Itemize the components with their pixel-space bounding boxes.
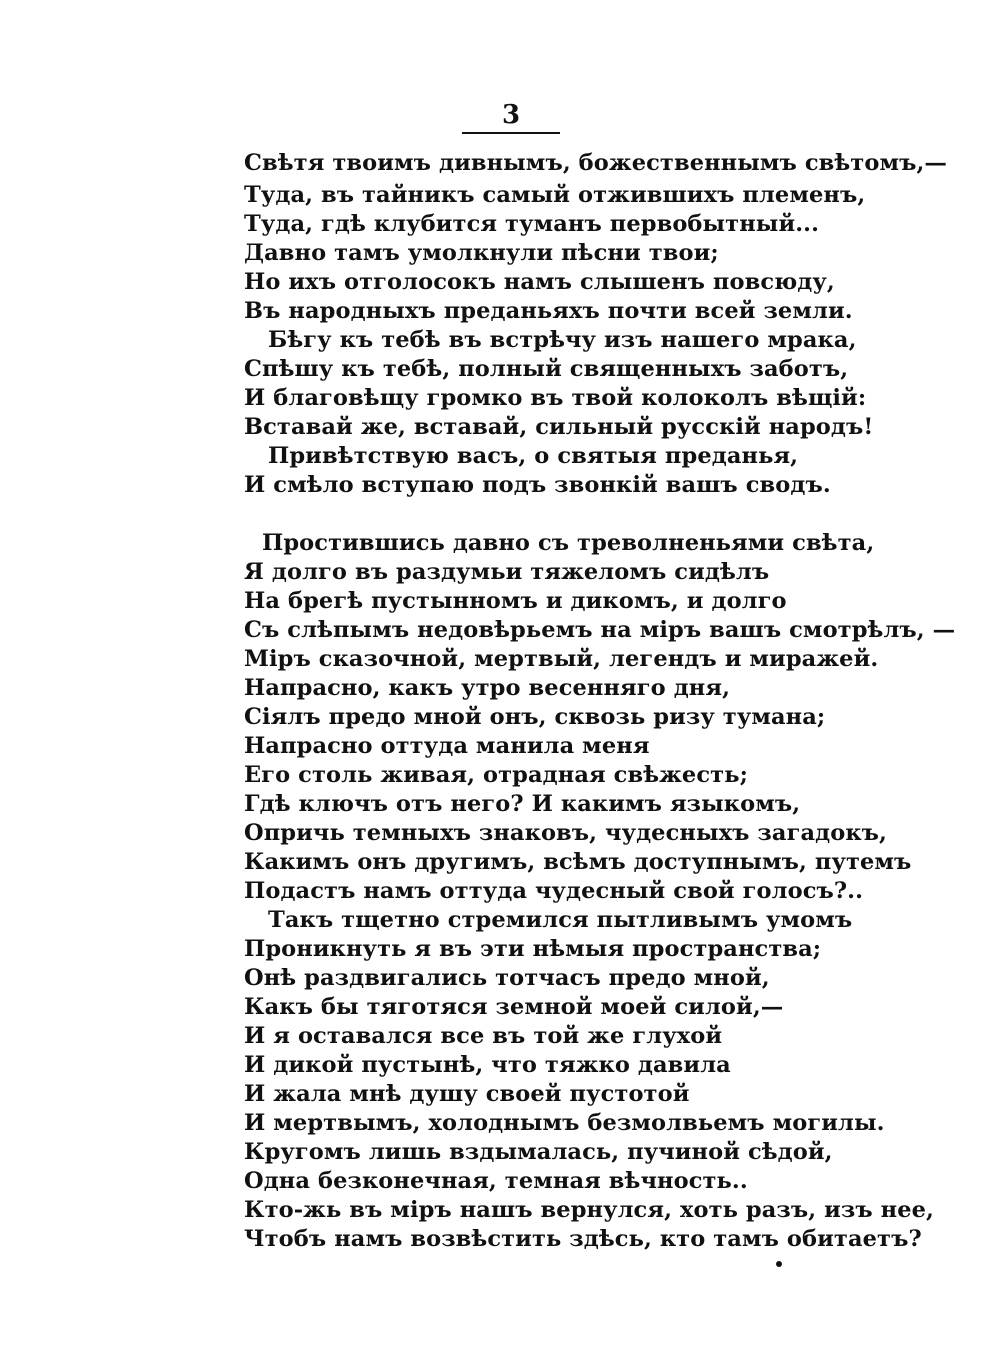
- poem-line: И я оставался все въ той же глухой: [244, 1023, 723, 1049]
- poem-line: Такъ тщетно стремился пытливымъ умомъ: [268, 907, 853, 933]
- poem-line: Онѣ раздвигались тотчасъ предо мной,: [244, 965, 770, 991]
- poem-line: И смѣло вступаю подъ звонкій вашъ сводъ.: [244, 472, 831, 498]
- page-number: 3: [501, 100, 521, 130]
- poem-line: На брегѣ пустынномъ и дикомъ, и долго: [244, 588, 787, 614]
- poem-line: Бѣгу къ тебѣ въ встрѣчу изъ нашего мрака,: [268, 327, 857, 353]
- poem-line: Сіялъ предо мной онъ, сквозь ризу тумана;: [244, 704, 826, 730]
- poem-line: Какимъ онъ другимъ, всѣмъ доступнымъ, путемъ: [244, 849, 912, 875]
- poem-line: Спѣшу къ тебѣ, полный священныхъ заботъ,: [244, 356, 849, 382]
- poem-line: И жала мнѣ душу своей пустотой: [244, 1081, 690, 1107]
- poem-line: Съ слѣпымъ недовѣрьемъ на міръ вашъ смотрѣлъ, —: [244, 617, 956, 643]
- poem-line: Гдѣ ключъ отъ него? И какимъ языкомъ,: [244, 791, 801, 817]
- poem-line: Проникнуть я въ эти нѣмыя пространства;: [244, 936, 822, 962]
- poem-line: Давно тамъ умолкнули пѣсни твои;: [244, 240, 719, 266]
- poem-line: И мертвымъ, холоднымъ безмолвьемъ могилы.: [244, 1110, 885, 1136]
- poem-line: Простившись давно съ треволненьями свѣта,: [262, 530, 875, 556]
- poem-line: И благовѣщу громко въ твой колоколъ вѣщій:: [244, 385, 867, 411]
- poem-line: Туда, гдѣ клубится туманъ первобытный...: [244, 211, 820, 237]
- poem-line: Я долго въ раздумьи тяжеломъ сидѣлъ: [244, 559, 770, 585]
- poem-line: Но ихъ отголосокъ намъ слышенъ повсюду,: [244, 269, 835, 295]
- poem-line: Вставай же, вставай, сильный русскій народъ!: [244, 414, 874, 440]
- ink-dot: [776, 1261, 782, 1267]
- poem-line: Одна безконечная, темная вѣчность..: [244, 1168, 748, 1194]
- poem-line: Какъ бы тяготяся земной моей силой,—: [244, 994, 784, 1020]
- poem-line: Напрасно оттуда манила меня: [244, 733, 650, 759]
- poem-line: Міръ сказочной, мертвый, легендъ и миражей.: [244, 646, 879, 672]
- poem-line: И дикой пустынѣ, что тяжко давила: [244, 1052, 731, 1078]
- poem-line: Чтобъ намъ возвѣстить здѣсь, кто тамъ обитаетъ?: [244, 1226, 922, 1252]
- poem-line: Въ народныхъ преданьяхъ почти всей земли.: [244, 298, 853, 324]
- poem-line: Свѣтя твоимъ дивнымъ, божественнымъ свѣтомъ,—: [244, 150, 947, 176]
- poem-line: Кругомъ лишь вздымалась, пучиной сѣдой,: [244, 1139, 833, 1165]
- poem-line: Его столь живая, отрадная свѣжесть;: [244, 762, 748, 788]
- poem-line: Напрасно, какъ утро весенняго дня,: [244, 675, 731, 701]
- poem-line: Привѣтствую васъ, о святыя преданья,: [268, 443, 799, 469]
- poem-line: Кто-жь въ міръ нашъ вернулся, хоть разъ, изъ нее,: [244, 1197, 934, 1223]
- poem-line: Туда, въ тайникъ самый отжившихъ племенъ,: [244, 182, 866, 208]
- poem-line: Подастъ намъ оттуда чудесный свой голосъ?..: [244, 878, 864, 904]
- poem-line: Опричь темныхъ знаковъ, чудесныхъ загадокъ,: [244, 820, 887, 846]
